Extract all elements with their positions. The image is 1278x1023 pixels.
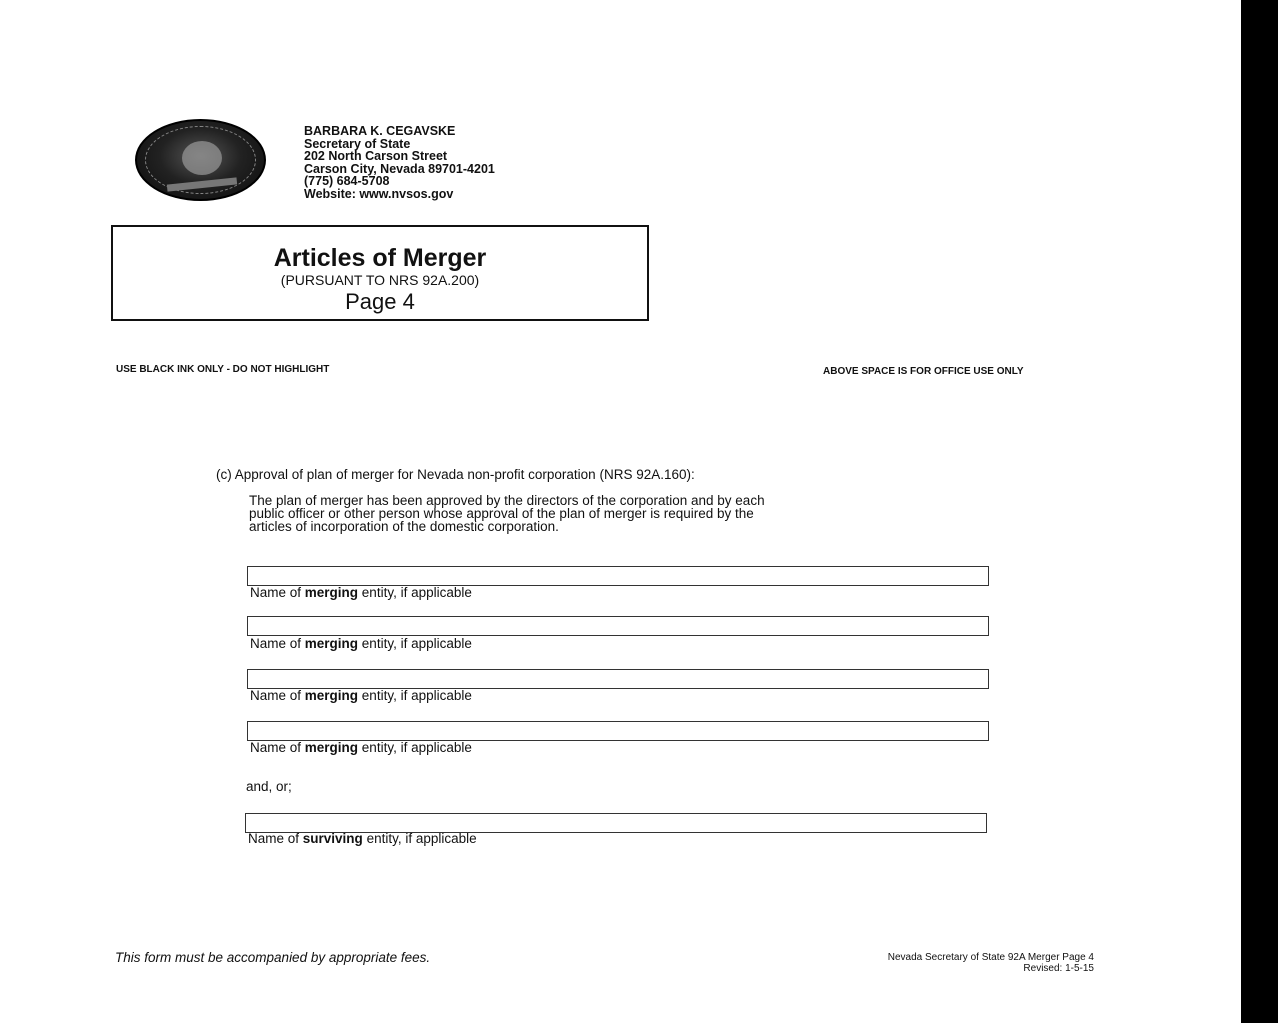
street-address: 202 North Carson Street (304, 149, 448, 164)
surviving-entity-label: Name of surviving entity, if applicable (248, 831, 477, 846)
merging-entity-field-2[interactable] (247, 616, 989, 636)
section-heading: (c) Approval of plan of merger for Nevada non-profit corporation (NRS 92A.160): (216, 467, 695, 482)
merging-entity-field-3[interactable] (247, 669, 989, 689)
fees-notice: This form must be accompanied by appropriate fees. (115, 950, 431, 965)
secretary-name: BARBARA K. CEGAVSKE (304, 124, 456, 138)
state-seal-icon (135, 119, 266, 201)
form-revision-info: Nevada Secretary of State 92A Merger Page 4 Revised: 1-5-15 (887, 952, 1094, 974)
ink-instruction: USE BLACK INK ONLY - DO NOT HIGHLIGHT (116, 364, 330, 375)
and-or-text: and, or; (246, 779, 292, 794)
form-title: Articles of Merger (273, 244, 487, 272)
form-statute: (PURSUANT TO NRS 92A.200) (280, 272, 480, 288)
merging-entity-label-4: Name of merging entity, if applicable (250, 740, 472, 755)
city-state-zip: Carson City, Nevada 89701-4201 (304, 161, 495, 176)
phone-number: (775) 684-5708 (304, 174, 390, 189)
office-title: Secretary of State (304, 136, 411, 151)
merging-entity-label-1: Name of merging entity, if applicable (250, 585, 472, 600)
form-title-box (111, 225, 649, 321)
scan-edge (1241, 0, 1278, 1023)
form-page-number: Page 4 (345, 289, 415, 314)
merging-entity-label-3: Name of merging entity, if applicable (250, 688, 472, 703)
surviving-entity-field[interactable] (245, 813, 987, 833)
office-use-note: ABOVE SPACE IS FOR OFFICE USE ONLY (823, 366, 1024, 377)
merging-entity-field-4[interactable] (247, 721, 989, 741)
merging-entity-label-2: Name of merging entity, if applicable (250, 636, 472, 651)
office-address (304, 125, 495, 201)
approval-paragraph: The plan of merger has been approved by the directors of the corporation and by each public officer or other person whose approval of the plan of merger is required by the articles of incorporation of the domestic corporation. (249, 493, 765, 534)
website: Website: www.nvsos.gov (304, 186, 454, 201)
merging-entity-field-1[interactable] (247, 566, 989, 586)
